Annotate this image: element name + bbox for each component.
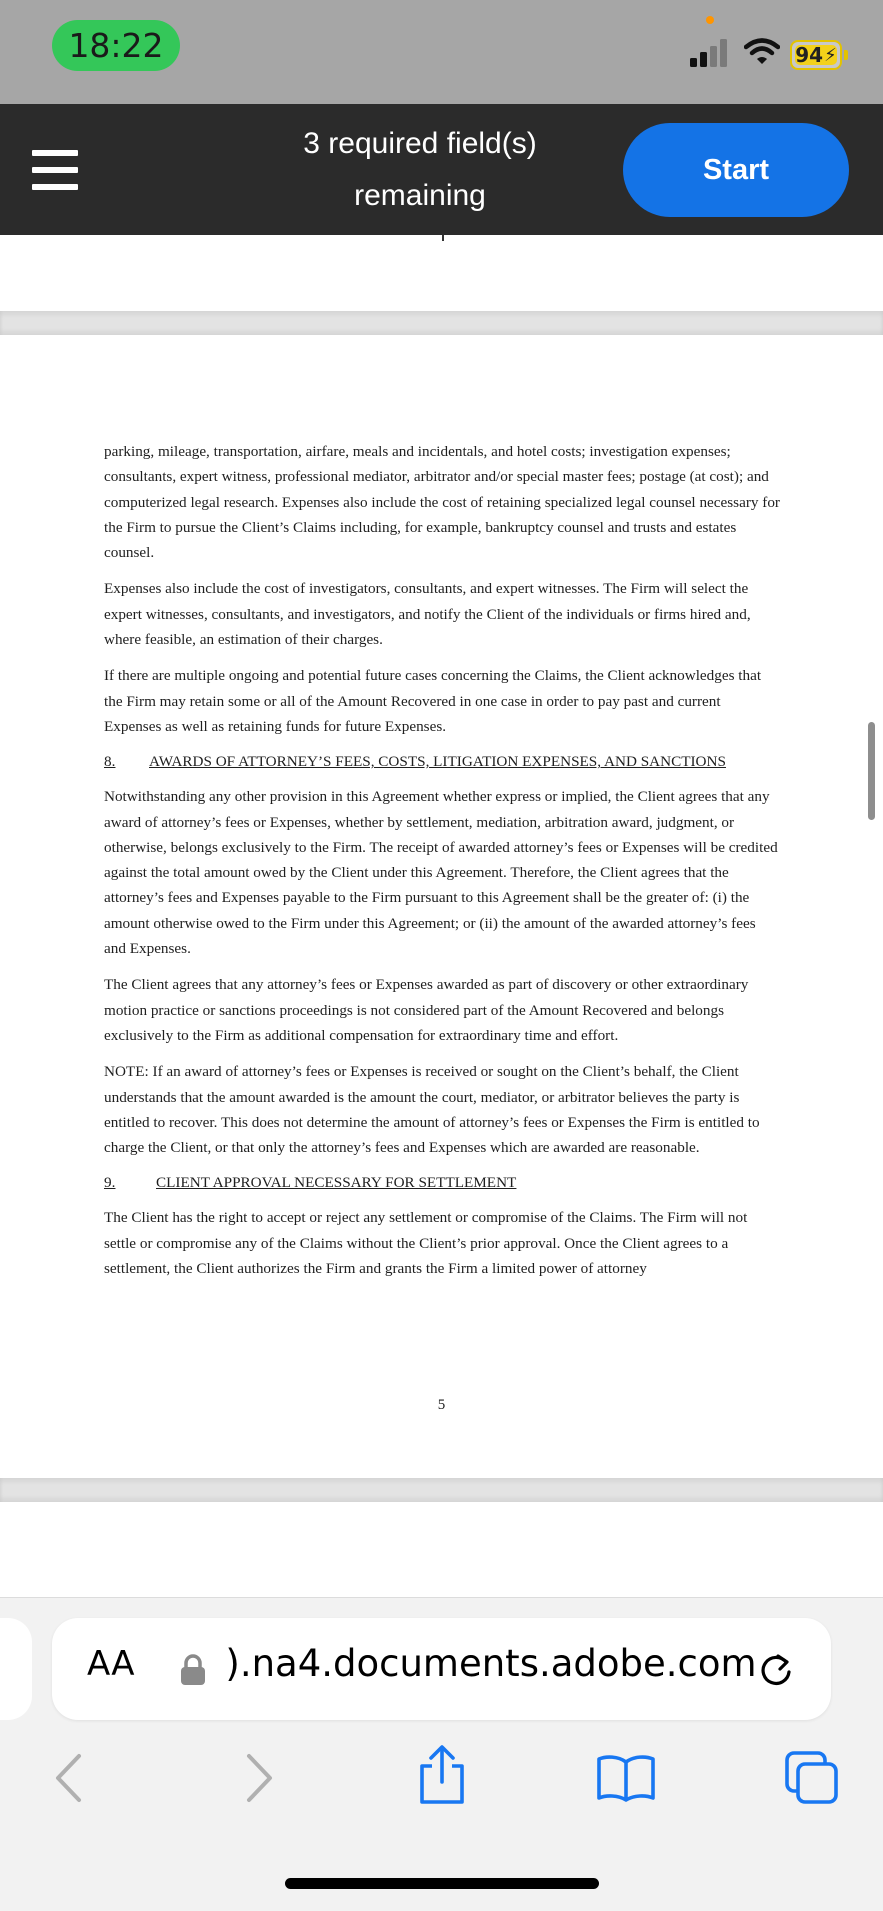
book-icon[interactable] — [596, 1754, 656, 1802]
paragraph: The Client agrees that any attorney’s fees or Expenses awarded as part of discovery or other extraordinary motion practice or sanctions proceedings is not considered part of the Amount Recovered and belongs exclusively to the Firm as additional compensation for extraordinary time and effort. — [104, 976, 749, 1044]
reload-icon[interactable] — [756, 1650, 796, 1690]
battery-level-number: 94 — [795, 43, 824, 67]
share-icon[interactable] — [416, 1744, 468, 1806]
paragraph: The Client has the right to accept or reject any settlement or compromise of the Claims. The Firm will not settle or compromise any of the Claims without the Client’s prior approval. Once the Client agrees to a settlement, the Client authorizes the Firm and grants the Firm a limited power of attorney — [104, 1209, 748, 1278]
section-9-heading — [104, 1171, 780, 1194]
wifi-icon — [744, 36, 780, 68]
battery-level — [790, 40, 842, 70]
section-8-heading — [104, 750, 780, 773]
previous-page-bottom — [0, 235, 883, 311]
battery-indicator — [790, 40, 848, 70]
chevron-right-icon[interactable] — [244, 1750, 276, 1806]
page-number: 5 — [437, 1397, 446, 1413]
address-bar[interactable] — [52, 1618, 831, 1720]
page-separator — [0, 311, 883, 335]
battery-nub — [844, 50, 848, 60]
previous-tab-edge[interactable] — [0, 1618, 32, 1720]
camera-indicator-dot — [706, 16, 714, 24]
section-title: AWARDS OF ATTORNEY’S FEES, COSTS, LITIGATION EXPENSES, AND SANCTIONS — [149, 753, 726, 771]
reader-options-button[interactable]: AA — [87, 1644, 135, 1684]
cellular-signal-icon — [690, 38, 734, 68]
section-title: CLIENT APPROVAL NECESSARY FOR SETTLEMENT — [156, 1174, 517, 1192]
hamburger-menu-icon[interactable] — [32, 150, 78, 190]
start-button[interactable]: Start — [623, 123, 849, 217]
required-fields-status — [260, 118, 580, 222]
document-page — [0, 335, 883, 1478]
paragraph: parking, mileage, transportation, airfare, meals and incidentals, and hotel costs; investigation expenses; consultants, expert witness, professional mediator, arbitrator and/or special master fees; postage (at cost); and computerized legal research. Expenses also include the cost of retaining specialized legal counsel necessary for the Firm to pursue the Client’s Claims including, for example, bankruptcy counsel and trusts and estates counsel. — [104, 443, 780, 562]
section-number: 8. — [104, 753, 116, 771]
section-number: 9. — [104, 1174, 116, 1192]
sign-toolbar — [0, 104, 883, 235]
scrollbar-thumb[interactable] — [868, 722, 875, 820]
home-indicator[interactable] — [285, 1878, 599, 1889]
required-fields-line1: 3 required field(s) — [303, 127, 537, 160]
browser-bottom-bar — [0, 1597, 883, 1911]
status-bar — [0, 0, 883, 104]
document-viewer[interactable] — [0, 235, 883, 1598]
paragraph: NOTE: If an award of attorney’s fees or Expenses is received or sought on the Client’s behalf, the Client understands that the amount awarded is the amount the court, mediator, or arbitrator believes the party is entitled to recover. This does not determine the amount of attorney’s fees or Expenses the Firm is entitled to charge the Client, or that only the attorney’s fees and Expenses which are awarded are reasonable. — [104, 1063, 760, 1157]
url-text[interactable]: ).na4.documents.adobe.com — [218, 1642, 757, 1685]
status-time[interactable]: 18:22 — [52, 20, 180, 71]
required-fields-line2: remaining — [354, 179, 486, 212]
charging-bolt-icon: ⚡ — [824, 44, 837, 66]
page-separator — [0, 1478, 883, 1502]
chevron-left-icon[interactable] — [52, 1750, 84, 1806]
page-content — [104, 439, 780, 1292]
paragraph: If there are multiple ongoing and potential future cases concerning the Claims, the Client acknowledges that the Firm may retain some or all of the Amount Recovered in one case in order to pay past and current Expenses as well as retaining funds for future Expenses. — [104, 667, 762, 735]
lock-icon — [180, 1654, 206, 1686]
paragraph: Expenses also include the cost of investigators, consultants, and expert witnesses. The Firm will select the expert witnesses, consultants, and investigators, and notify the Client of the individuals or firms hired and, where feasible, an estimation of their charges. — [104, 580, 751, 649]
paragraph: Notwithstanding any other provision in this Agreement whether express or implied, the Client agrees that any award of attorney’s fees or Expenses, whether by settlement, mediation, arbitration award, judgment, or otherwise, belongs exclusively to the Firm. The receipt of awarded attorney’s fees or Expenses will be credited against the total amount owed by the Client under this Agreement. Therefore, the Client agrees that the attorney’s fees and Expenses payable to the Firm pursuant to this Agreement shall be the greater of: (i) the amount otherwise owed to the Firm under this Agreement; or (ii) the amount of the awarded attorney’s fees and Expenses. — [104, 788, 778, 958]
tabs-icon[interactable] — [784, 1750, 840, 1806]
page-edge-mark — [442, 235, 444, 241]
